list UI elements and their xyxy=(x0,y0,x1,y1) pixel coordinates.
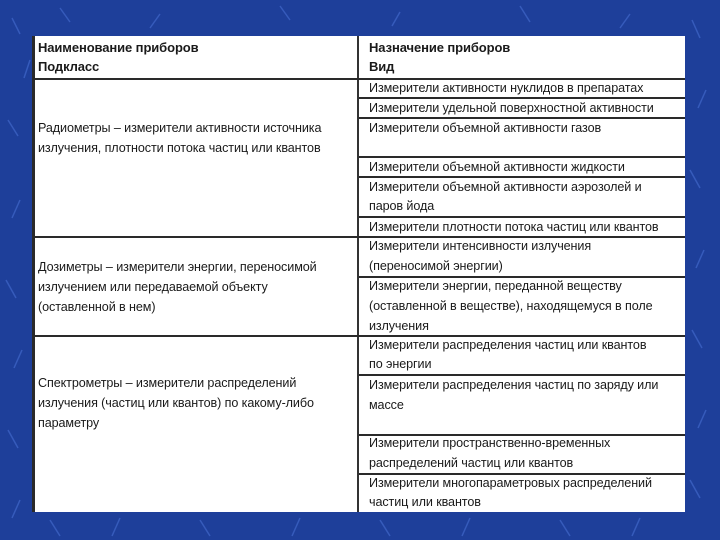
subclass-dosimeters-line-2: излучением или передаваемой объекту xyxy=(38,280,268,294)
header-name-title: Наименование приборов xyxy=(38,40,199,55)
header-purpose-title: Назначение приборов xyxy=(369,40,511,55)
kind-multiparameter-line-2: частиц или квантов xyxy=(369,495,481,509)
kind-surface-activity: Измерители удельной поверхностной активности xyxy=(369,101,654,115)
kind-absorbed-energy-line-2: (оставленной в веществе), находящемуся в поле xyxy=(369,299,653,313)
header-subclass-title: Подкласс xyxy=(38,59,100,74)
subclass-spectrometers-line-3: параметру xyxy=(38,416,100,430)
kind-multiparameter-line-1: Измерители многопараметровых распределений xyxy=(369,476,652,490)
kind-nuclide-activity: Измерители активности нуклидов в препаратах xyxy=(369,81,644,95)
kind-absorbed-energy-line-3: излучения xyxy=(369,319,429,333)
subclass-dosimeters-line-1: Дозиметры – измерители энергии, переносимой xyxy=(38,260,317,274)
kind-intensity-line-1: Измерители интенсивности излучения xyxy=(369,239,592,253)
kind-aerosol-activity-line-2: паров йода xyxy=(369,199,435,213)
header-kind-title: Вид xyxy=(369,59,395,74)
column-divider xyxy=(357,36,359,512)
subclass-radiometers-line-2: излучения, плотности потока частиц или квантов xyxy=(38,141,321,155)
kind-liquid-activity: Измерители объемной активности жидкости xyxy=(369,160,625,174)
kind-spatiotemporal-line-2: распределений частиц или квантов xyxy=(369,456,574,470)
kind-intensity-line-2: (переносимой энергии) xyxy=(369,259,503,273)
subclass-spectrometers-line-2: излучения (частиц или квантов) по какому-либо xyxy=(38,396,314,410)
kind-spatiotemporal-line-1: Измерители пространственно-временных xyxy=(369,436,611,450)
kind-absorbed-energy-line-1: Измерители энергии, переданной веществу xyxy=(369,279,622,293)
kind-energy-distribution-line-2: по энергии xyxy=(369,357,432,371)
kind-charge-distribution-line-2: массе xyxy=(369,398,404,412)
kind-aerosol-activity-line-1: Измерители объемной активности аэрозолей и xyxy=(369,180,642,194)
kind-energy-distribution-line-1: Измерители распределения частиц или квантов xyxy=(369,338,647,352)
devices-table xyxy=(32,36,685,512)
subclass-dosimeters-line-3: (оставленной в нем) xyxy=(38,300,156,314)
subclass-radiometers-line-1: Радиометры – измерители активности источника xyxy=(38,121,322,135)
kind-flux-density: Измерители плотности потока частиц или квантов xyxy=(369,220,659,234)
subclass-spectrometers-line-1: Спектрометры – измерители распределений xyxy=(38,376,297,390)
kind-charge-distribution-line-1: Измерители распределения частиц по заряду или xyxy=(369,378,659,392)
kind-gas-activity: Измерители объемной активности газов xyxy=(369,121,602,135)
